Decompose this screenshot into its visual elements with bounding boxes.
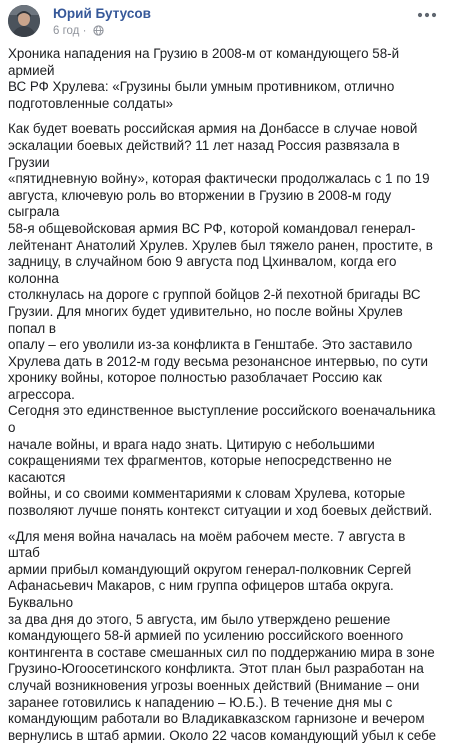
post-quote-paragraph: «Для меня война началась на моём рабочем месте. 7 августа в штаб армии прибыл командующий округом генерал-полковник Сергей Афанасьевич Макаров, с ним группа офицеров штаба округа. Буквально за два дня до этого, 5 августа, им было утверждено решение командующего 58-й армией по усилению российского военного контингента в составе смешанных сил по поддержанию мира в зоне Грузино-Югоосетинского конфликта. Этот план был разработан на случай возникновения угрозы военных действий (Внимание – они заранее готовились к нападению – Ю.Б.). В течение дня мы с командующим работали во Владикавказском гарнизоне и вечером вернулись в штаб армии. Около 22 часов командующий убыл к себе bbox=[8, 528, 437, 743]
more-options-button[interactable] bbox=[415, 7, 439, 23]
post-text bbox=[8, 46, 440, 753]
avatar[interactable] bbox=[8, 5, 40, 37]
more-horizontal-icon bbox=[415, 7, 439, 23]
post-title-paragraph: Хроника нападения на Грузию в 2008-м от командующего 58-й армией ВС РФ Хрулева: «Грузины были умным противником, отлично подготовленные солдаты» bbox=[8, 46, 400, 111]
post-time[interactable]: 6 год bbox=[53, 25, 80, 37]
globe-icon[interactable] bbox=[93, 25, 104, 36]
post-paragraph: Как будет воевать российская армия на Донбассе в случае новой эскалации боевых действий? 11 лет назад Россия развязала в Грузии «пятидневную войну», которая фактически продолжалась с 1 по 19 августа, ключевую роль во вторжении в Грузию в 2008-м году сыграла 58-я общевойсковая армия ВС РФ, которой командовал генерал- лейтенант Анатолий Хрулев. Хрулев был тяжело ранен, простите, в задницу, в случайном бою 9 августа под Цхинвалом, когда его колонна столкнулась на дороге с группой бойцов 2-й пехотной бригады ВС Грузии. Для многих будет удивительно, но после войны Хрулев попал в опалу – его уволили из-за конфликта в Генштабе. Это заставило Хрулева дать в 2012-м году весьма резонансное интервью, по сути хронику войны, которое полностью разоблачает Россию как агрессора. Сегодня это единственное выступление российского военачальника о начале войны, и врага надо знать. Цитирую с небольшими сокращениями тех фрагментов, которые непосредственно не касаются войны, и со своими комментариями к словам Хрулева, которые позволяют лучше понять контекст ситуации и ход боевых действий. bbox=[8, 121, 436, 519]
post-meta bbox=[53, 25, 104, 37]
author-name[interactable]: Юрий Бутусов bbox=[53, 6, 151, 21]
post-header bbox=[8, 5, 441, 39]
meta-separator: · bbox=[79, 25, 90, 37]
avatar-photo bbox=[8, 5, 40, 37]
